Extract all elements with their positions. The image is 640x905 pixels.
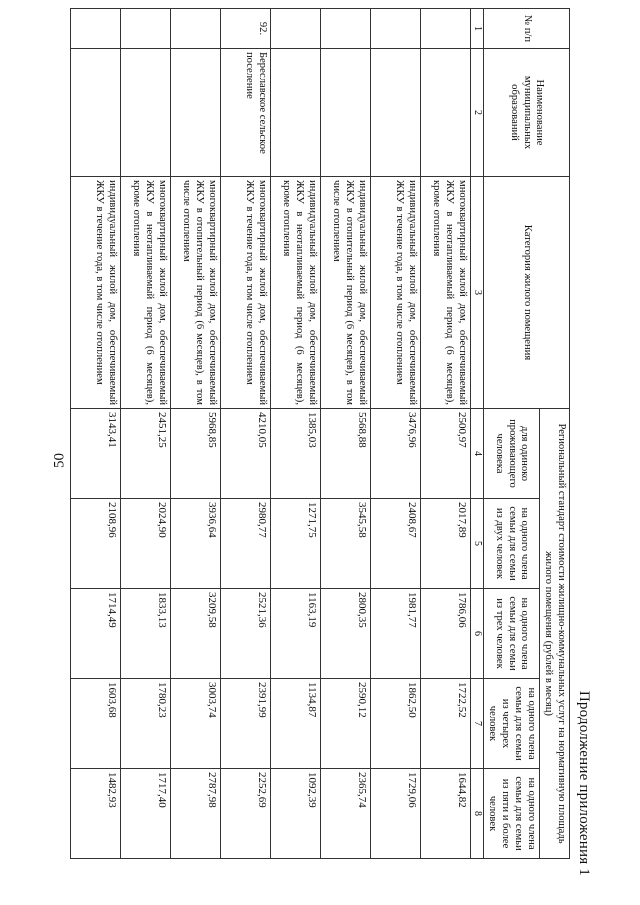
table-row: [420, 9, 470, 859]
standard-value: 1092,39: [270, 769, 320, 859]
standard-value: 5568,88: [320, 409, 370, 499]
row-number: [120, 9, 170, 49]
municipality-name: [320, 49, 370, 177]
standard-value: 2980,77: [220, 499, 270, 589]
table-row: [170, 9, 220, 859]
standard-value: 3476,96: [370, 409, 420, 499]
standard-value: 1722,52: [420, 679, 470, 769]
housing-category: индивидуальный жилой дом, обеспечиваемый ЖКУ в течение года, в том числе отоплением: [70, 177, 120, 409]
column-number: 5: [470, 499, 483, 589]
housing-category: многоквартирный жилой дом, обеспечиваемый ЖКУ в отопительный период (6 месяцев), в том числе отоплением: [170, 177, 220, 409]
column-number: 1: [470, 9, 483, 49]
table-body: [70, 9, 470, 859]
standard-value: 1134,87: [270, 679, 320, 769]
housing-category: индивидуальный жилой дом, обеспечиваемый ЖКУ в отопительный период (6 месяцев), в том числе отоплением: [320, 177, 370, 409]
standard-value: 2800,35: [320, 589, 370, 679]
municipality-name: [70, 49, 120, 177]
column-number: 8: [470, 769, 483, 859]
table-row: [320, 9, 370, 859]
standard-value: 1644,82: [420, 769, 470, 859]
header-col-two: на одного члена семьи для семьи из двух человек: [483, 499, 539, 589]
header-col-five-plus: на одного члена семьи для семьи из пяти и более человек: [483, 769, 539, 859]
housing-category: индивидуальный жилой дом, обеспечиваемый ЖКУ в неотапливаемый период (6 месяцев), кроме отопления: [270, 177, 320, 409]
standard-value: 2408,67: [370, 499, 420, 589]
standard-value: 3209,58: [170, 589, 220, 679]
header-category: Категория жилого помещения: [483, 177, 569, 409]
standard-value: 1862,50: [370, 679, 420, 769]
standard-value: 2391,99: [220, 679, 270, 769]
standard-value: 2590,12: [320, 679, 370, 769]
housing-category: многоквартирный жилой дом, обеспечиваемый ЖКУ в течение года, в том числе отоплением: [220, 177, 270, 409]
row-number: [420, 9, 470, 49]
standard-value: 2521,36: [220, 589, 270, 679]
column-number: 3: [470, 177, 483, 409]
municipality-name: [270, 49, 320, 177]
standard-value: 3003,74: [170, 679, 220, 769]
row-number: [70, 9, 120, 49]
table-row: [120, 9, 170, 859]
column-number: 2: [470, 49, 483, 177]
standard-value: 1603,68: [70, 679, 120, 769]
standard-value: 4210,05: [220, 409, 270, 499]
standard-value: 3545,58: [320, 499, 370, 589]
housing-category: многоквартирный жилой дом, обеспечиваемый ЖКУ в неотапливаемый период (6 месяцев), кроме отопления: [420, 177, 470, 409]
housing-category: многоквартирный жилой дом, обеспечиваемый ЖКУ в неотапливаемый период (6 месяцев), кроме отопления: [120, 177, 170, 409]
standard-value: 1729,06: [370, 769, 420, 859]
standard-value: 2365,74: [320, 769, 370, 859]
page-number: 50: [51, 453, 68, 468]
column-number: 6: [470, 589, 483, 679]
municipality-name: Береславское сельское поселение: [220, 49, 270, 177]
standard-value: 2252,69: [220, 769, 270, 859]
standard-value: 1981,77: [370, 589, 420, 679]
standard-value: 1833,13: [120, 589, 170, 679]
standard-value: 1482,93: [70, 769, 120, 859]
header-col-three: на одного члена семьи для семьи из трех человек: [483, 589, 539, 679]
row-number: 92.: [220, 9, 270, 49]
header-col-four: на одного члена семьи для семьи из четырех человек: [483, 679, 539, 769]
row-number: [320, 9, 370, 49]
header-no: № п/п: [483, 9, 569, 49]
standard-value: 1780,23: [120, 679, 170, 769]
row-number: [170, 9, 220, 49]
standard-value: 1786,06: [420, 589, 470, 679]
standard-value: 3936,64: [170, 499, 220, 589]
standard-value: 2108,96: [70, 499, 120, 589]
standard-value: 1714,49: [70, 589, 120, 679]
standard-value: 2451,25: [120, 409, 170, 499]
table-row: [220, 9, 270, 859]
municipality-name: [120, 49, 170, 177]
table-row: [370, 9, 420, 859]
table-row: [270, 9, 320, 859]
standard-value: 2017,89: [420, 499, 470, 589]
tariff-table: [70, 8, 570, 859]
header-municipality: Наименование муниципальных образований: [483, 49, 569, 177]
header-col-single: для одиноко проживающего человека: [483, 409, 539, 499]
column-number: 7: [470, 679, 483, 769]
municipality-name: [370, 49, 420, 177]
standard-value: 1717,40: [120, 769, 170, 859]
standard-value: 2024,90: [120, 499, 170, 589]
header-standard-group: Региональный стандарт стоимости жилищно-коммунальных услуг на нормативную площадь жилого помещения (рублей в месяц): [539, 409, 569, 859]
standard-value: 1271,75: [270, 499, 320, 589]
row-number: [370, 9, 420, 49]
standard-value: 2500,97: [420, 409, 470, 499]
standard-value: 3143,41: [70, 409, 120, 499]
rotated-page-content: [95, 0, 600, 900]
table-row: [70, 9, 120, 859]
column-numbers-row: [470, 9, 483, 859]
row-number: [270, 9, 320, 49]
housing-category: индивидуальный жилой дом, обеспечиваемый ЖКУ в течение года, в том числе отоплением: [370, 177, 420, 409]
standard-value: 1163,19: [270, 589, 320, 679]
standard-value: 5968,85: [170, 409, 220, 499]
standard-value: 2787,98: [170, 769, 220, 859]
column-number: 4: [470, 409, 483, 499]
municipality-name: [170, 49, 220, 177]
municipality-name: [420, 49, 470, 177]
standard-value: 1385,03: [270, 409, 320, 499]
continuation-label: Продолжение приложения 1: [576, 690, 592, 876]
